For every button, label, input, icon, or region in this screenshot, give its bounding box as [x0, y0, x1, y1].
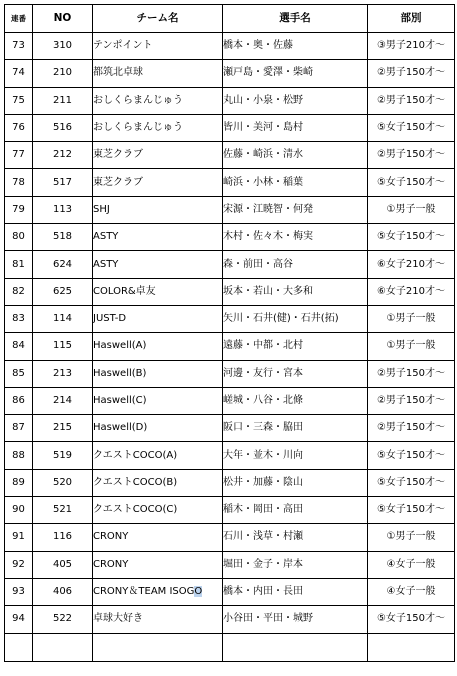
players-cell[interactable]: 木村・佐々木・梅実 [223, 224, 368, 251]
serial-cell[interactable]: 83 [5, 305, 33, 332]
players-cell[interactable]: 瀬戸島・愛澤・柴崎 [223, 60, 368, 87]
players-cell[interactable]: 遠藤・中都・北村 [223, 333, 368, 360]
players-cell[interactable]: 松井・加藤・陰山 [223, 469, 368, 496]
team-cell[interactable]: テンポイント [93, 33, 223, 60]
division-cell[interactable]: ②男子150才～ [368, 60, 455, 87]
header-serial[interactable]: 連番 [5, 5, 33, 33]
players-cell[interactable]: 皆川・美河・島村 [223, 114, 368, 141]
division-cell[interactable]: ②男子150才～ [368, 387, 455, 414]
table-row [5, 251, 455, 278]
table-row [5, 142, 455, 169]
serial-cell[interactable]: 79 [5, 196, 33, 223]
division-cell[interactable]: ⑥女子210才～ [368, 251, 455, 278]
serial-cell[interactable]: 77 [5, 142, 33, 169]
team-cell[interactable]: CRONY [93, 551, 223, 578]
division-cell[interactable]: ①男子一般 [368, 305, 455, 332]
no-cell[interactable]: 519 [33, 442, 93, 469]
table-row [5, 551, 455, 578]
empty-cell[interactable] [223, 633, 368, 661]
serial-cell[interactable]: 81 [5, 251, 33, 278]
table-row [5, 578, 455, 605]
players-cell[interactable]: 堀田・金子・岸本 [223, 551, 368, 578]
team-cell[interactable]: 都筑北卓球 [93, 60, 223, 87]
no-cell[interactable]: 113 [33, 196, 93, 223]
no-cell[interactable]: 115 [33, 333, 93, 360]
division-cell[interactable]: ⑤女子150才～ [368, 114, 455, 141]
header-players[interactable]: 選手名 [223, 5, 368, 33]
players-cell[interactable]: 阪口・三森・脇田 [223, 415, 368, 442]
table-row [5, 224, 455, 251]
division-cell[interactable]: ④女子一般 [368, 578, 455, 605]
no-cell[interactable]: 310 [33, 33, 93, 60]
players-cell[interactable]: 大年・並木・川向 [223, 442, 368, 469]
table-row [5, 196, 455, 223]
serial-cell[interactable]: 88 [5, 442, 33, 469]
division-cell[interactable]: ②男子150才～ [368, 415, 455, 442]
no-cell[interactable]: 625 [33, 278, 93, 305]
no-cell[interactable]: 624 [33, 251, 93, 278]
table-row [5, 333, 455, 360]
no-cell[interactable]: 210 [33, 60, 93, 87]
players-cell[interactable]: 宋源・江暁智・何発 [223, 196, 368, 223]
division-cell[interactable]: ⑤女子150才～ [368, 606, 455, 633]
team-cell[interactable]: クエストCOCO(C) [93, 497, 223, 524]
no-cell[interactable]: 520 [33, 469, 93, 496]
roster-body [5, 33, 455, 662]
division-cell[interactable]: ⑤女子150才～ [368, 169, 455, 196]
division-cell[interactable]: ②男子150才～ [368, 87, 455, 114]
serial-cell[interactable]: 76 [5, 114, 33, 141]
table-row [5, 524, 455, 551]
table-row [5, 497, 455, 524]
players-cell[interactable]: 森・前田・高谷 [223, 251, 368, 278]
players-cell[interactable]: 橋本・奥・佐藤 [223, 33, 368, 60]
serial-cell[interactable]: 73 [5, 33, 33, 60]
team-cell[interactable]: Haswell(C) [93, 387, 223, 414]
no-cell[interactable]: 517 [33, 169, 93, 196]
no-cell[interactable]: 518 [33, 224, 93, 251]
empty-cell[interactable] [33, 633, 93, 661]
table-row [5, 60, 455, 87]
division-cell[interactable]: ⑥女子210才～ [368, 278, 455, 305]
serial-cell[interactable]: 78 [5, 169, 33, 196]
division-cell[interactable]: ④女子一般 [368, 551, 455, 578]
players-cell[interactable]: 嵯城・八谷・北條 [223, 387, 368, 414]
no-cell[interactable]: 114 [33, 305, 93, 332]
serial-cell[interactable]: 93 [5, 578, 33, 605]
table-row [5, 87, 455, 114]
no-cell[interactable]: 215 [33, 415, 93, 442]
team-cell-active[interactable] [93, 578, 223, 605]
table-row [5, 278, 455, 305]
no-cell[interactable]: 406 [33, 578, 93, 605]
division-cell[interactable]: ⑤女子150才～ [368, 224, 455, 251]
team-cell[interactable]: おしくらまんじゅう [93, 87, 223, 114]
players-cell[interactable]: 橋本・内田・長田 [223, 578, 368, 605]
serial-cell[interactable]: 87 [5, 415, 33, 442]
empty-cell[interactable] [5, 633, 33, 661]
players-cell[interactable]: 崎浜・小林・稲葉 [223, 169, 368, 196]
header-no[interactable]: NO [33, 5, 93, 33]
serial-cell[interactable]: 84 [5, 333, 33, 360]
players-cell[interactable]: 矢川・石井(健)・石井(拓) [223, 305, 368, 332]
division-cell[interactable]: ③男子210才～ [368, 33, 455, 60]
table-row [5, 606, 455, 633]
table-row [5, 415, 455, 442]
text-selection-highlight: O [194, 586, 203, 598]
header-division[interactable]: 部別 [368, 5, 455, 33]
players-cell[interactable]: 小谷田・平田・城野 [223, 606, 368, 633]
division-cell[interactable]: ⑤女子150才～ [368, 442, 455, 469]
header-row [5, 5, 455, 33]
serial-cell[interactable]: 90 [5, 497, 33, 524]
team-cell[interactable]: Haswell(B) [93, 360, 223, 387]
table-row [5, 387, 455, 414]
team-cell[interactable]: ASTY [93, 224, 223, 251]
team-cell[interactable]: おしくらまんじゅう [93, 114, 223, 141]
table-row [5, 305, 455, 332]
players-cell[interactable]: 河邊・友行・宮本 [223, 360, 368, 387]
players-cell[interactable]: 坂本・若山・大多和 [223, 278, 368, 305]
serial-cell[interactable]: 82 [5, 278, 33, 305]
serial-cell[interactable]: 86 [5, 387, 33, 414]
serial-cell[interactable]: 92 [5, 551, 33, 578]
division-cell[interactable]: ①男子一般 [368, 524, 455, 551]
team-cell[interactable]: 東芝クラブ [93, 142, 223, 169]
team-cell[interactable]: 東芝クラブ [93, 169, 223, 196]
division-cell[interactable]: ⑤女子150才～ [368, 497, 455, 524]
team-cell[interactable]: 卓球大好き [93, 606, 223, 633]
team-cell[interactable]: COLOR&卓友 [93, 278, 223, 305]
serial-cell[interactable]: 75 [5, 87, 33, 114]
players-cell[interactable]: 丸山・小泉・松野 [223, 87, 368, 114]
division-cell[interactable]: ①男子一般 [368, 196, 455, 223]
team-cell[interactable]: JUST-D [93, 305, 223, 332]
roster-table [4, 4, 455, 662]
no-cell[interactable]: 211 [33, 87, 93, 114]
empty-cell[interactable] [368, 633, 455, 661]
no-cell[interactable]: 214 [33, 387, 93, 414]
no-cell[interactable]: 212 [33, 142, 93, 169]
table-row [5, 469, 455, 496]
division-cell[interactable]: ①男子一般 [368, 333, 455, 360]
division-cell[interactable]: ⑤女子150才～ [368, 469, 455, 496]
serial-cell[interactable]: 85 [5, 360, 33, 387]
players-cell[interactable]: 稲木・岡田・高田 [223, 497, 368, 524]
serial-cell[interactable]: 80 [5, 224, 33, 251]
players-cell[interactable]: 佐藤・崎浜・清水 [223, 142, 368, 169]
table-row [5, 360, 455, 387]
division-cell[interactable]: ②男子150才～ [368, 360, 455, 387]
empty-row [5, 633, 455, 661]
team-cell[interactable]: Haswell(D) [93, 415, 223, 442]
team-cell[interactable]: CRONY [93, 524, 223, 551]
empty-cell[interactable] [93, 633, 223, 661]
no-cell[interactable]: 405 [33, 551, 93, 578]
serial-cell[interactable]: 74 [5, 60, 33, 87]
no-cell[interactable]: 213 [33, 360, 93, 387]
table-row [5, 114, 455, 141]
no-cell[interactable]: 116 [33, 524, 93, 551]
team-cell[interactable]: ASTY [93, 251, 223, 278]
team-cell[interactable]: クエストCOCO(B) [93, 469, 223, 496]
no-cell[interactable]: 522 [33, 606, 93, 633]
division-cell[interactable]: ②男子150才～ [368, 142, 455, 169]
serial-cell[interactable]: 94 [5, 606, 33, 633]
table-row [5, 169, 455, 196]
team-cell-text: CRONY＆TEAM ISOG [93, 586, 195, 598]
players-cell[interactable]: 石川・浅草・村瀬 [223, 524, 368, 551]
table-row [5, 33, 455, 60]
team-cell[interactable]: SHJ [93, 196, 223, 223]
serial-cell[interactable]: 89 [5, 469, 33, 496]
team-cell[interactable]: クエストCOCO(A) [93, 442, 223, 469]
table-row [5, 442, 455, 469]
serial-cell[interactable]: 91 [5, 524, 33, 551]
team-cell[interactable]: Haswell(A) [93, 333, 223, 360]
no-cell[interactable]: 521 [33, 497, 93, 524]
no-cell[interactable]: 516 [33, 114, 93, 141]
header-team[interactable]: チーム名 [93, 5, 223, 33]
